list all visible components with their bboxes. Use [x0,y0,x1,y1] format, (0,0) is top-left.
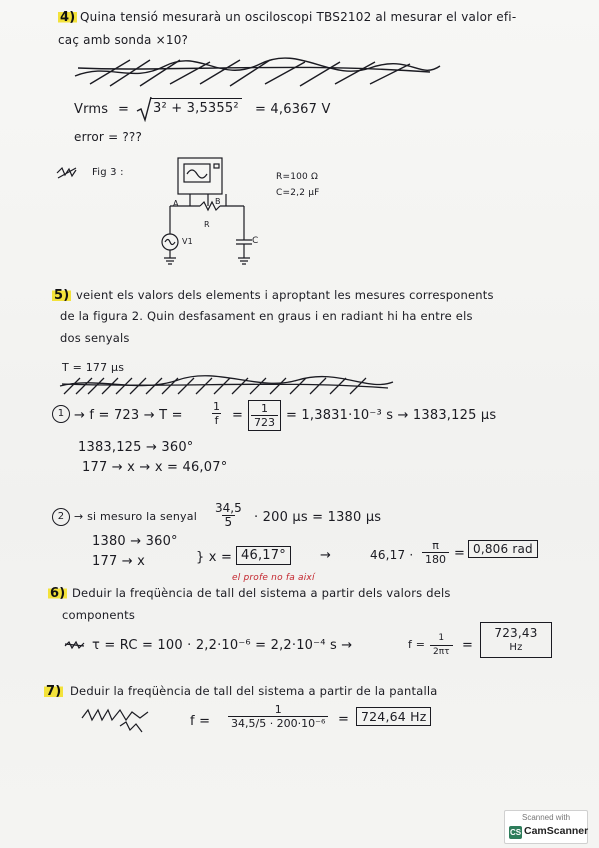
scribbled-mark [80,706,152,738]
teacher-note: el profe no fa així [232,573,315,583]
frac-denominator: 723 [251,415,278,429]
method2-pi-frac [422,539,449,566]
q6-equals: = [462,638,474,653]
q5-line2: de la figura 2. Quin desfasament en graus i en radiant hi ha entre els [60,309,473,323]
node-b-label: B [215,197,221,206]
vrms-equals: = [118,102,130,117]
method2-rad-prefix: 46,17 · [370,548,414,562]
method1-frac-1-over-f [210,400,223,427]
method2-rad-result: 0,806 rad [468,540,538,558]
q6-number: 6) [50,586,66,601]
scribbled-mark [56,166,80,180]
method1-period-result: = 1,3831·10⁻³ s → 1383,125 μs [286,408,497,423]
method1-f-line: → f = 723 → T = [74,408,183,423]
q6-f-label: f = [408,638,426,651]
frac-denominator: f [212,413,222,427]
vrms-result: = 4,6367 V [255,102,331,117]
capacitor-label: C [252,236,259,246]
q4-question-line2: caç amb sonda ×10? [58,33,189,47]
q7-line1: Deduir la freqüència de tall del sistema a partir de la pantalla [70,684,438,698]
method2-rule-1: 1380 → 360° [92,534,178,549]
camscanner-text: CamScanner [524,825,589,837]
method2-circle: 2 [52,508,70,526]
q7-result: 724,64 Hz [356,707,431,726]
method1-equals: = [232,408,244,423]
q6-line1: Deduir la freqüència de tall del sistema a partir dels valors dels [72,586,451,600]
resistor-label: R [204,220,210,229]
frac-numerator: 1 [213,400,220,413]
q4-question-line1: Quina tensió mesurarà un osciloscopi TBS2102 al mesurar el valor efi- [80,10,517,24]
fig3-c-value: C=2,2 μF [276,188,320,198]
scribbled-mark [64,640,86,650]
camscanner-logo-icon: CS [509,828,522,837]
node-a-label: A [173,199,179,208]
method2-rule-2: 177 → x [92,554,146,569]
crossed-out-formula [70,54,450,94]
q4-error: error = ??? [74,130,143,144]
method2-arrow: → [320,548,332,563]
frac-denominator: 34,5/5 · 200·10⁻⁶ [228,716,328,730]
q7-frac [228,703,328,730]
vrms-radicand: 3² + 3,5355² [150,98,242,116]
fig3-r-value: R=100 Ω [276,172,319,182]
crossed-out-line [58,374,398,398]
q7-equals: = [338,712,350,727]
circuit-diagram [160,156,270,268]
q6-line2: components [62,608,136,622]
method1-rule-2: 177 → x → x = 46,07° [82,460,228,475]
q5-line3: dos senyals [60,331,130,345]
period-value: T = 177 μs [62,361,125,374]
method2-degrees-result: 46,17° [236,546,291,565]
frac-numerator: π [432,539,439,552]
q7-f-label: f = [190,714,211,729]
q6-tau-line: τ = RC = 100 · 2,2·10⁻⁶ = 2,2·10⁻⁴ s → [92,638,353,653]
method2-line: → si mesuro la senyal [74,510,197,523]
frac-denominator: 2πτ [430,645,453,659]
q5-line1: veient els valors dels elements i aproptant les mesures corresponents [76,288,494,302]
method2-times: · 200 μs = 1380 μs [254,510,382,525]
q6-frac [430,632,453,659]
frac-denominator: 5 [222,515,236,529]
frac-numerator: 1 [274,703,282,716]
frac-numerator: 1 [261,402,268,415]
q6-result-value: 723,43 [494,626,538,640]
source-label: V1 [182,237,193,246]
frac-numerator: 34,5 [215,501,242,515]
fig3-label: Fig 3 : [92,167,124,178]
q4-number: 4) [60,10,76,25]
vrms-label: Vrms [74,102,109,117]
method1-rule-1: 1383,125 → 360° [78,440,194,455]
method2-frac [212,502,245,529]
frac-denominator: 180 [422,552,449,566]
q6-result-box [480,622,552,658]
method2-x-label: } x = [196,550,233,565]
camscanner-badge [504,810,588,844]
q6-result-unit: Hz [509,642,523,653]
method1-circle: 1 [52,405,70,423]
q5-number: 5) [54,288,70,303]
scanned-with-text: Scanned with [521,813,571,822]
q7-number: 7) [46,684,62,699]
frac-numerator: 1 [438,633,445,643]
method2-equals: = [454,546,466,561]
method1-frac-1-over-723 [248,400,281,431]
